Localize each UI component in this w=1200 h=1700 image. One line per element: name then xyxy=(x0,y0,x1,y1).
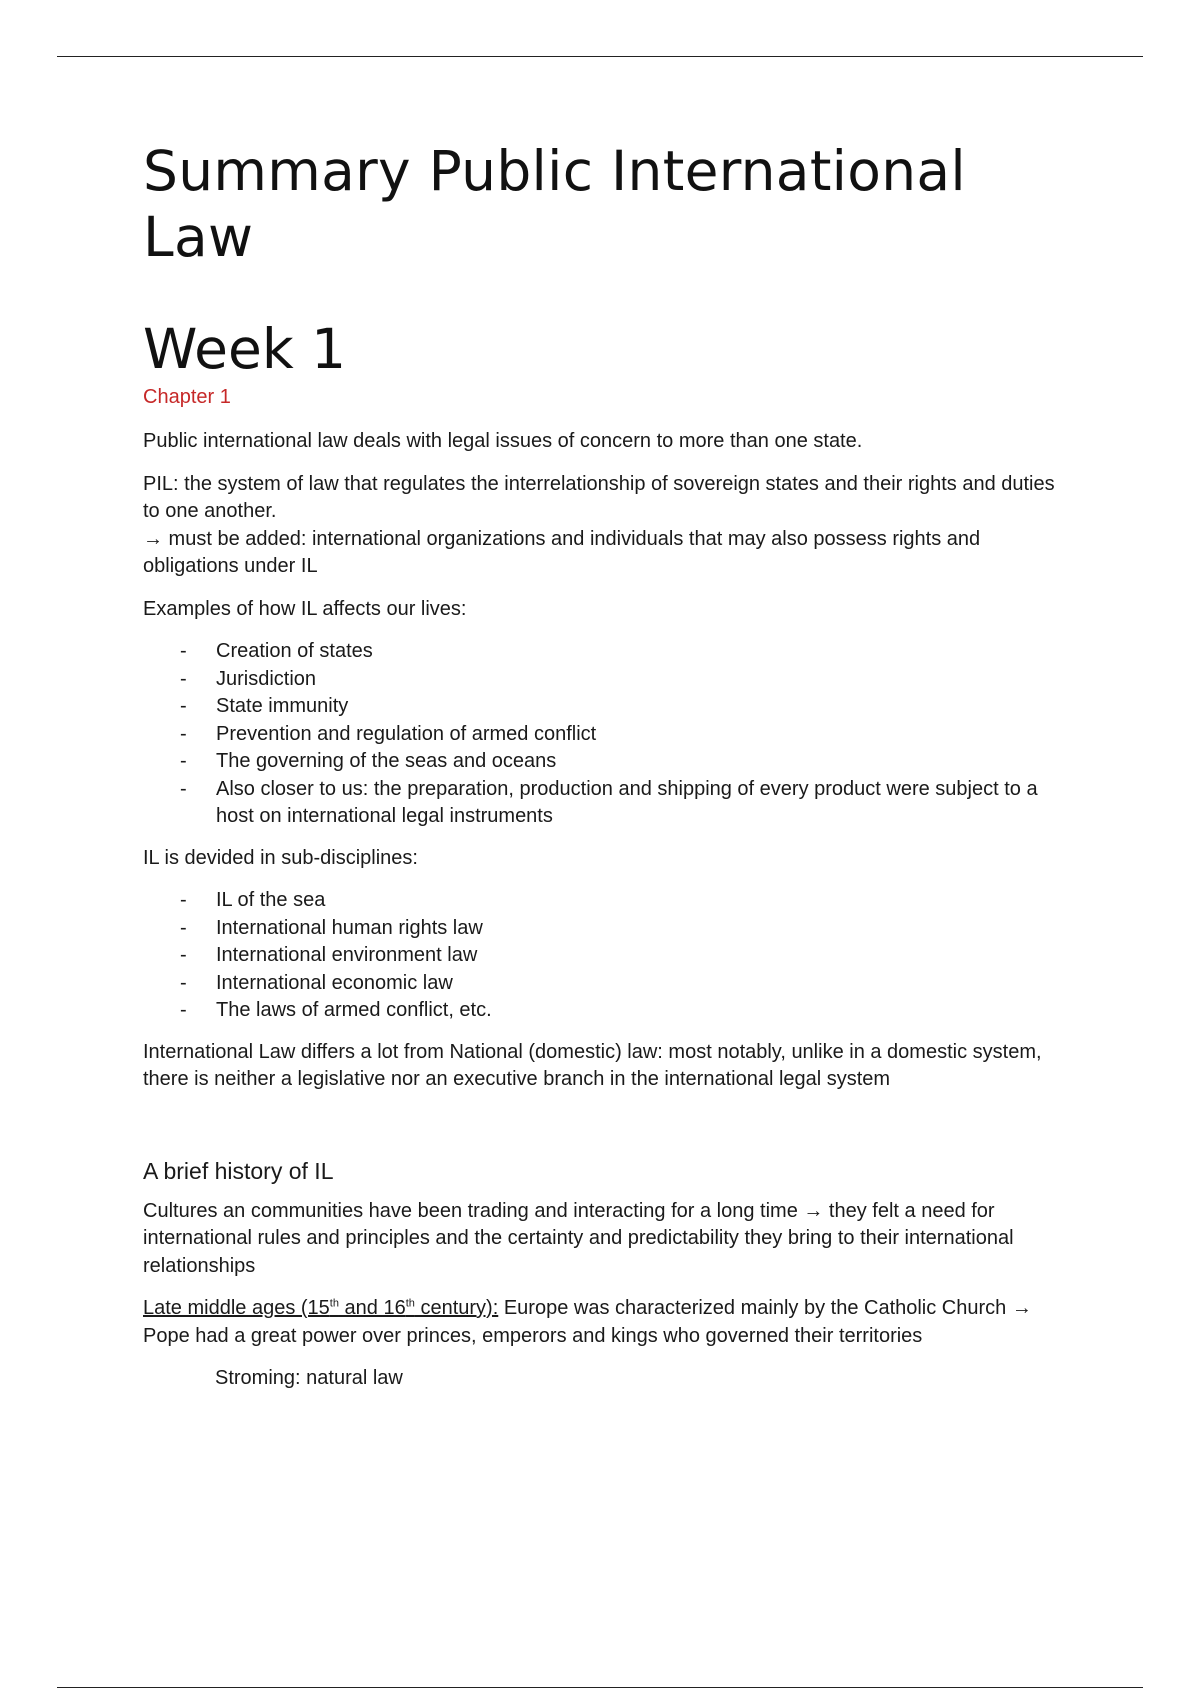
chapter-heading: Chapter 1 xyxy=(143,386,231,408)
list-item: - Creation of states xyxy=(143,638,1063,666)
paragraph-late-middle-ages xyxy=(143,1295,1063,1350)
list-item: - Prevention and regulation of armed conflict xyxy=(143,721,1063,749)
header-rule xyxy=(57,56,1143,57)
late-mid: and 16 xyxy=(338,1297,406,1319)
ordinal-sup: th xyxy=(329,1297,339,1310)
list-item: - Jurisdiction xyxy=(143,666,1063,694)
late-middle-ages-label xyxy=(143,1297,498,1319)
late-middle-ages-text: Europe was characterized mainly by the Catholic Church → Pope had a great power over princes, emperors and kings who governed their territories xyxy=(143,1297,1032,1347)
definition-text: PIL: the system of law that regulates the interrelationship of sovereign states and their rights and duties to one another. xyxy=(143,472,1055,522)
document-title: Summary Public International Law xyxy=(143,139,966,269)
paragraph-intro: Public international law deals with legal issues of concern to more than one state. xyxy=(143,430,863,452)
paragraph-definition xyxy=(143,471,1063,581)
document-body xyxy=(143,428,1063,1408)
footer-rule xyxy=(57,1687,1143,1688)
list-item: - International human rights law xyxy=(143,915,1063,943)
week-heading: Week 1 xyxy=(143,317,347,381)
list-item: - International economic law xyxy=(143,970,1063,998)
paragraph-stroming: Stroming: natural law xyxy=(215,1367,403,1389)
ordinal-sup: th xyxy=(405,1297,415,1310)
examples-intro: Examples of how IL affects our lives: xyxy=(143,597,467,620)
list-item: - State immunity xyxy=(143,693,1063,721)
paragraph-differences: International Law differs a lot from National (domestic) law: most notably, unlike in a domestic system, there is neither a legislative nor an executive branch in the international legal system xyxy=(143,1040,1042,1090)
late-suffix: century): xyxy=(414,1297,499,1319)
paragraph-cultures: Cultures an communities have been trading and interacting for a long time → they felt a need for international rules and principles and the certainty and predictability they bring to their international relationships xyxy=(143,1199,1014,1277)
history-heading: A brief history of IL xyxy=(143,1157,334,1184)
definition-addition: → must be added: international organizations and individuals that may also possess rights and obligations under IL xyxy=(143,527,981,577)
late-prefix: Late middle ages (15 xyxy=(143,1297,330,1319)
list-item: - The governing of the seas and oceans xyxy=(143,748,1063,776)
examples-list xyxy=(143,638,1063,831)
list-item: - The laws of armed conflict, etc. xyxy=(143,997,1063,1025)
list-item: - IL of the sea xyxy=(143,887,1063,915)
list-item: - Also closer to us: the preparation, production and shipping of every product were subject to a host on international legal instruments xyxy=(143,776,1063,831)
subdisciplines-list xyxy=(143,887,1063,1025)
subdisciplines-intro: IL is devided in sub-disciplines: xyxy=(143,846,418,869)
list-item: - International environment law xyxy=(143,942,1063,970)
